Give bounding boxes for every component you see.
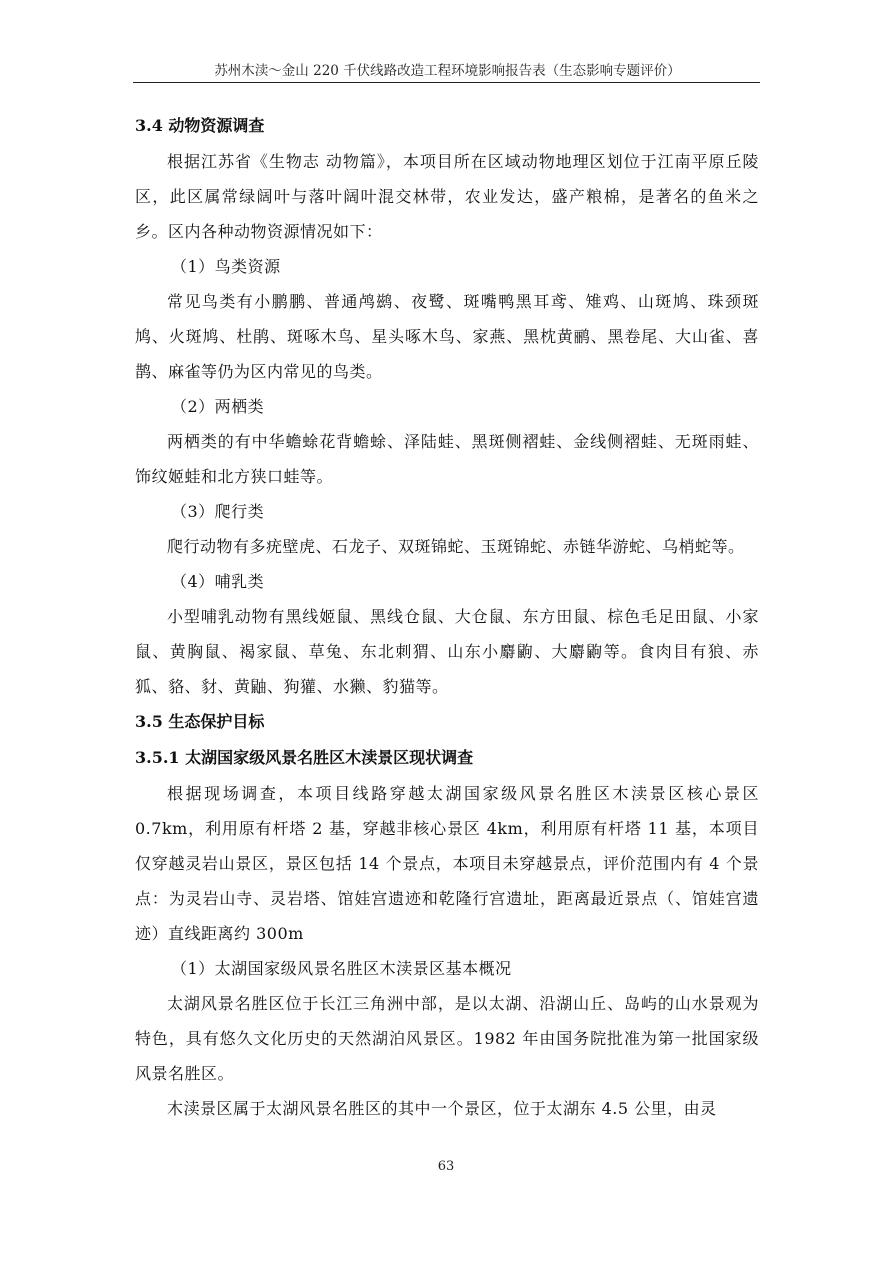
header-rule: [133, 82, 760, 83]
section-3-5-1-heading: 3.5.1 太湖国家级风景名胜区木渎景区现状调查: [135, 748, 474, 767]
amphibians-subheading: （2）两栖类: [171, 397, 265, 416]
reptiles-subheading: （3）爬行类: [171, 502, 265, 521]
birds-paragraph: 常见鸟类有小鹏鹏、普通鸬鹚、夜鹭、斑嘴鸭黑耳鸢、雉鸡、山斑鸠、珠颈斑鸠、火斑鸠、杜鹃、斑啄木鸟、星头啄木鸟、家燕、黑枕黄鹂、黑卷尾、大山雀、喜鹊、麻雀等仍为区内常见的鸟类。: [135, 292, 759, 381]
mammals-subheading: （4）哺乳类: [171, 572, 265, 591]
section-3-5-heading: 3.5 生态保护目标: [135, 712, 265, 731]
section-3-4-heading: 3.4 动物资源调查: [135, 116, 265, 135]
amphibians-paragraph: 两栖类的有中华蟾蜍花背蟾蜍、泽陆蛙、黑斑侧褶蛙、金线侧褶蛙、无斑雨蛙、饰纹姬蛙和北方狭口蛙等。: [135, 432, 759, 486]
section-3-4-intro: 根据江苏省《生物志 动物篇》，本项目所在区域动物地理区划位于江南平原丘陵区，此区属常绿阔叶与落叶阔叶混交林带，农业发达，盛产粮棉，是著名的鱼米之乡。区内各种动物资源情况如下：: [135, 152, 759, 241]
overview-subheading: （1）太湖国家级风景名胜区木渎景区基本概况: [171, 959, 512, 978]
reptiles-paragraph: 爬行动物有多疣壁虎、石龙子、双斑锦蛇、玉斑锦蛇、赤链华游蛇、乌梢蛇等。: [167, 537, 745, 556]
document-body: [135, 108, 759, 1126]
overview-paragraph-1: 太湖风景名胜区位于长江三角洲中部，是以太湖、沿湖山丘、岛屿的山水景观为特色，具有悠久文化历史的天然湖泊风景区。1982 年由国务院批准为第一批国家级风景名胜区。: [135, 994, 759, 1083]
mammals-paragraph: 小型哺乳动物有黑线姬鼠、黑线仓鼠、大仓鼠、东方田鼠、棕色毛足田鼠、小家鼠、黄胸鼠、褐家鼠、草兔、东北刺猬、山东小麝鼩、大麝鼩等。食肉目有狼、赤狐、貉、豺、黄鼬、狗獾、水獭、豹猫等。: [135, 607, 759, 696]
section-3-5-1-paragraph: 根据现场调查，本项目线路穿越太湖国家级风景名胜区木渎景区核心景区 0.7km，利用原有杆塔 2 基，穿越非核心景区 4km，利用原有杆塔 11 基，本项目仅穿越灵岩山景区，景区包括 14 个景点，本项目未穿越景点，评价范围内有 4 个景点：为灵岩山寺、灵岩塔、馆娃宫遗迹和乾隆行宫遗址，距离最近景点（、馆娃宫遗迹）直线距离约 300m: [135, 784, 759, 943]
birds-subheading: （1）鸟类资源: [171, 257, 281, 276]
page-header: 苏州木渎～金山 220 千伏线路改造工程环境影响报告表（生态影响专题评价）: [214, 63, 681, 79]
page-number: 63: [437, 1159, 455, 1174]
overview-paragraph-2: 木渎景区属于太湖风景名胜区的其中一个景区，位于太湖东 4.5 公里，由灵: [167, 1099, 717, 1118]
